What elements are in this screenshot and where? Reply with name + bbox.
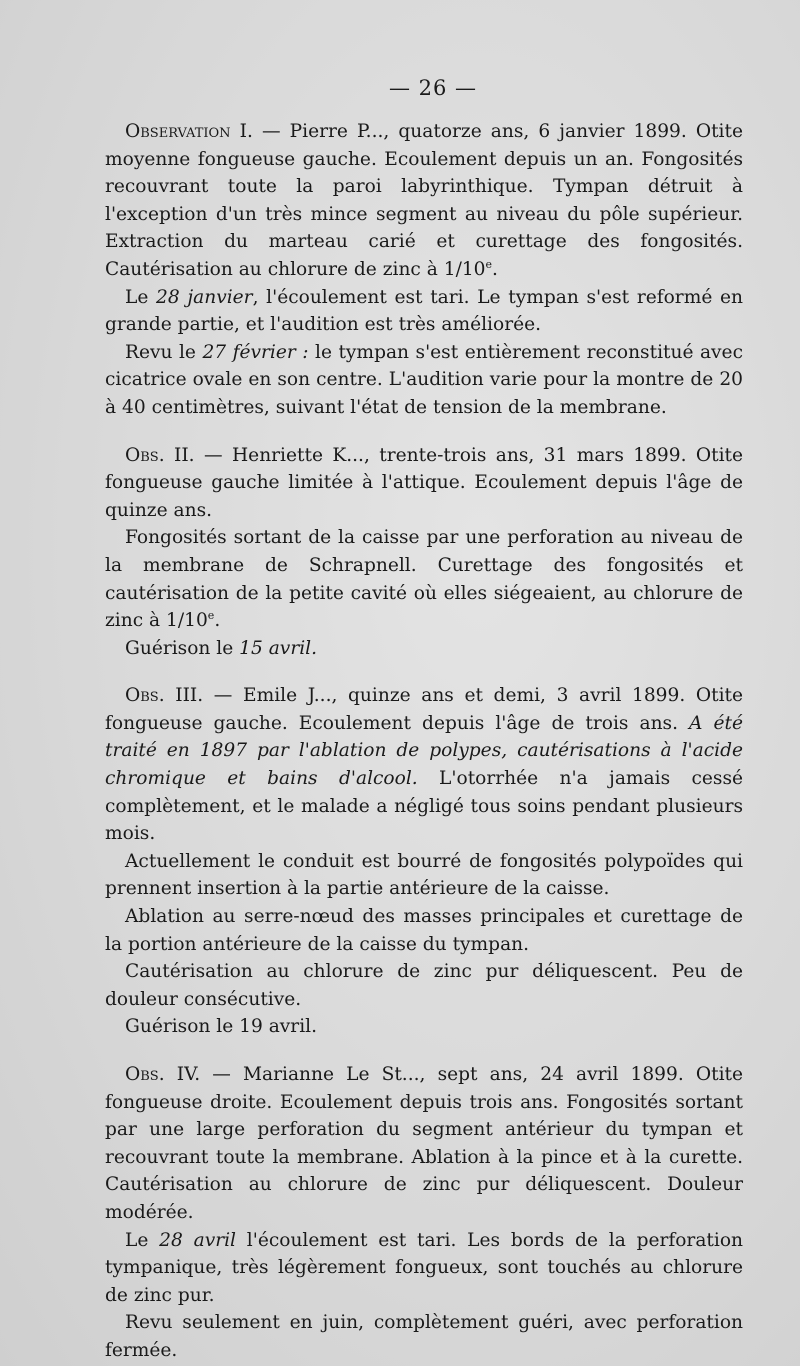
text-run: 28 janvier — [156, 286, 253, 308]
body-text — [105, 118, 743, 1365]
paragraph — [105, 1013, 743, 1041]
paragraph — [105, 284, 743, 339]
text-run: — Pierre P..., quatorze ans, 6 janvier 1899. Otite moyenne fongueuse gauche. Ecoulement depuis un an. Fongosités recouvrant toute la paroi labyrinthique. Tympan détruit à l'exception d'un très mince segment au niveau du pôle supérieur. Extraction du marteau carié et curettage des fongosités. Cautérisation au chlorure de zinc à 1/10 — [105, 121, 743, 280]
text-run: 15 avril. — [239, 637, 318, 659]
paragraph — [105, 848, 743, 903]
text-run: 28 avril — [159, 1229, 236, 1251]
paragraph — [105, 903, 743, 958]
text-run: Guérison le — [125, 637, 240, 659]
paragraph — [105, 524, 743, 634]
observation-heading: Obs. II. — [125, 444, 195, 466]
observation-heading: Obs. IV. — [125, 1064, 201, 1085]
text-run: Revu seulement en juin, complètement guéri, avec perforation fermée. — [105, 1312, 743, 1361]
observation-4 — [105, 1061, 743, 1365]
text-run: L'otorrhée n'a jamais cessé complètement, et le malade a négligé tous soins pendant plusieurs mois. — [105, 768, 743, 845]
text-run: Revu le — [125, 341, 203, 363]
page-number: — 26 — — [388, 76, 478, 100]
text-run: — Marianne Le St..., sept ans, 24 avril 1899. Otite fongueuse droite. Ecoulement depuis trois ans. Fongosités sortant par une large perforation du segment antérieur du tympan et recouvrant toute la membrane. Ablation à la pince et à la curette. Cautérisation au chlorure de zinc pur déliquescent. Douleur modérée. — [105, 1064, 743, 1223]
paragraph — [105, 1061, 743, 1227]
text-run: e — [207, 608, 215, 622]
observation-heading: Obs. III. — [125, 685, 204, 707]
text-run: — Emile J..., quinze ans et demi, 3 avril 1899. Otite fongueuse gauche. Ecoulement depuis l'âge de trois ans. — [105, 685, 743, 734]
text-run: , l'écoulement est tari. Le tympan s'est reformé en grande partie, et l'audition est très améliorée. — [105, 286, 743, 336]
text-run: 27 février : — [202, 341, 309, 363]
text-run: Le — [125, 286, 157, 308]
paragraph — [105, 682, 743, 848]
paragraph — [105, 1227, 743, 1310]
paragraph — [105, 339, 743, 422]
paragraph — [105, 635, 743, 663]
text-run: Cautérisation au chlorure de zinc pur déliquescent. Peu de douleur consécutive. — [105, 961, 743, 1010]
observation-1 — [105, 118, 743, 422]
text-run: Fongosités sortant de la caisse par une perforation au niveau de la membrane de Schrapnell. Curettage des fongosités et cautérisation de la petite cavité où elles siégeaient, au chlorure de zinc à 1/10 — [105, 527, 743, 632]
text-run: e — [485, 257, 493, 271]
text-run: Le — [125, 1229, 160, 1251]
text-run: le tympan s'est entièrement reconstitué avec cicatrice ovale en son centre. L'audition varie pour la montre de 20 à 40 centimètres, suivant l'état de tension de la membrane. — [105, 341, 743, 418]
observation-3 — [105, 682, 743, 1041]
observation-2 — [105, 442, 743, 663]
text-run: — Henriette K..., trente-trois ans, 31 mars 1899. Otite fongueuse gauche limitée à l'attique. Ecoulement depuis l'âge de quinze ans. — [105, 444, 743, 521]
paragraph — [105, 958, 743, 1013]
text-run: Actuellement le conduit est bourré de fongosités polypoïdes qui prennent insertion à la partie antérieure de la caisse. — [105, 850, 743, 900]
paragraph — [105, 1309, 743, 1364]
observation-heading: Observation I. — [125, 121, 253, 142]
text-run: Guérison le 19 avril. — [125, 1016, 318, 1038]
text-run: A été traité en 1897 par l'ablation de polypes, cautérisations à l'acide chromique et bains d'alcool. — [105, 712, 743, 790]
paragraph — [105, 442, 743, 525]
text-run: l'écoulement est tari. Les bords de la perforation tympanique, très légèrement fongueux, sont touchés au chlorure de zinc pur. — [105, 1229, 743, 1306]
text-run: . — [492, 258, 498, 280]
text-run: . — [214, 610, 221, 632]
text-run: Ablation au serre-nœud des masses principales et curettage de la portion antérieure de la caisse du tympan. — [105, 906, 743, 955]
paragraph — [105, 118, 743, 284]
